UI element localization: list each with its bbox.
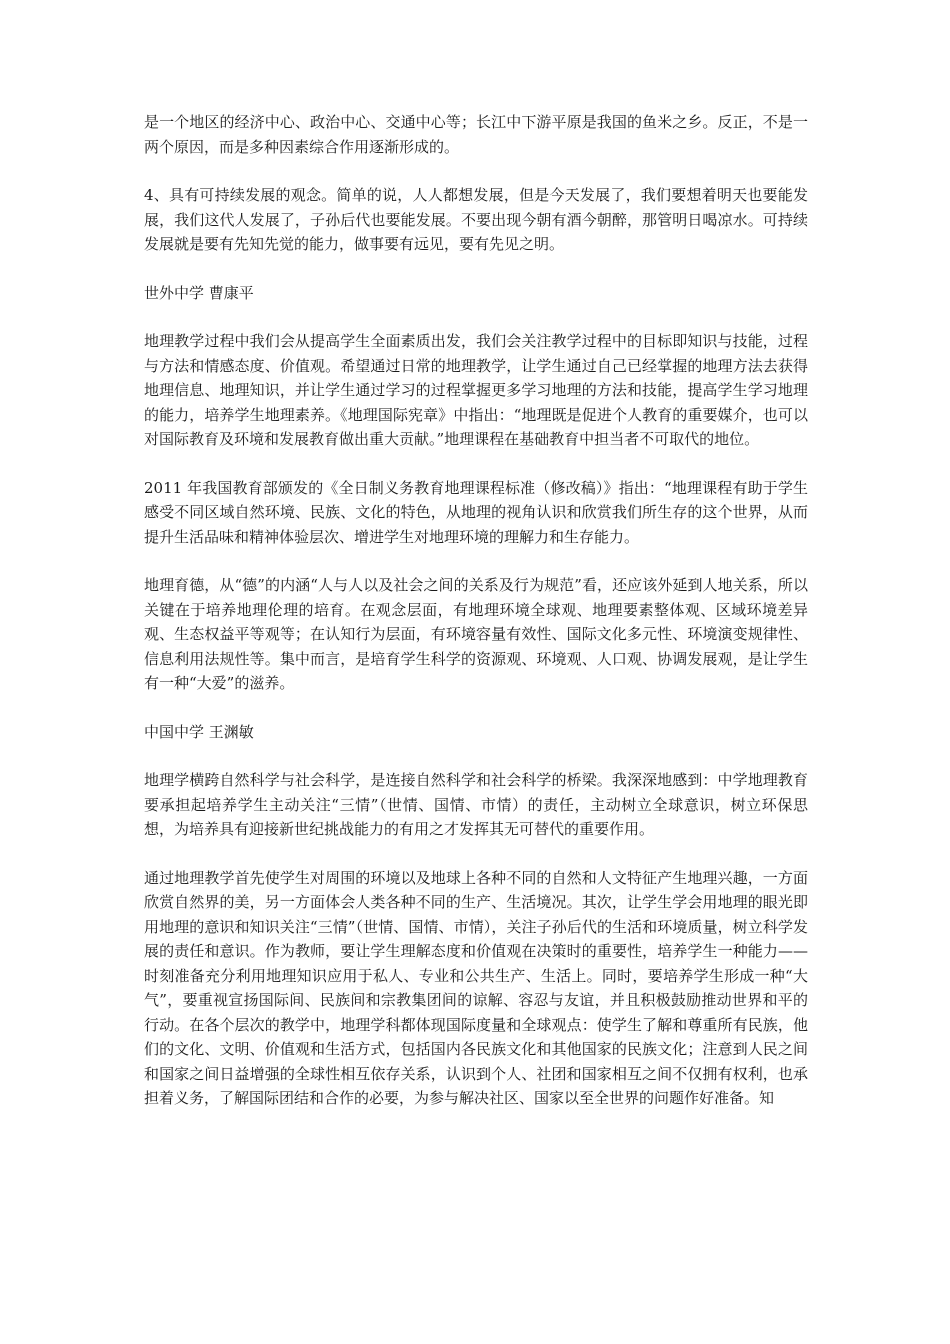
paragraph-sustainable-development: 4、具有可持续发展的观念。简单的说，人人都想发展，但是今天发展了，我们要想着明天也要能发展，我们这代人发展了，子孙后代也要能发展。不要出现今朝有酒今朝醉，那管明日喝凉水。可持续发展就是要有先知先觉的能力，做事要有远见，要有先见之明。 — [144, 186, 808, 253]
author-line-wang-yuanmin: 中国中学 王渊敏 — [144, 722, 254, 741]
paragraph-geography-bridge: 地理学横跨自然科学与社会科学，是连接自然科学和社会科学的桥梁。我深深地感到：中学地理教育要承担起培养学生主动关注“三情”（世情、国情、市情）的责任，主动树立全球意识，树立环保思想，为培养具有迎接新世纪挑战能力的有用之才发挥其无可替代的重要作用。 — [144, 771, 808, 838]
paragraph-economic-centers: 是一个地区的经济中心、政治中心、交通中心等；长江中下游平原是我国的鱼米之乡。反正，不是一两个原因，而是多种因素综合作用逐渐形成的。 — [144, 113, 808, 156]
document-page — [144, 110, 808, 1135]
paragraph-curriculum-standard-2011: 2011 年我国教育部颁发的《全日制义务教育地理课程标准（修改稿）》指出：“地理课程有助于学生感受不同区域自然环境、民族、文化的特色，从地理的视角认识和欣赏我们所生存的这个世界，从而提升生活品味和精神体验层次、增进学生对地理环境的理解力和生存能力。 — [144, 478, 808, 546]
author-line-cao-kangping: 世外中学 曹康平 — [144, 283, 254, 302]
paragraph-geography-teaching-process: 地理教学过程中我们会从提高学生全面素质出发，我们会关注教学过程中的目标即知识与技能，过程与方法和情感态度、价值观。希望通过日常的地理教学，让学生通过自己已经掌握的地理方法去获得地理信息、地理知识，并让学生通过学习的过程掌握更多学习地理的方法和技能，提高学生学习地理的能力，培养学生地理素养。《地理国际宪章》中指出：“地理既是促进个人教育的重要媒介，也可以对国际教育及环境和发展教育做出重大贡献。”地理课程在基础教育中担当者不可取代的地位。 — [144, 332, 808, 448]
paragraph-geography-interest: 通过地理教学首先使学生对周围的环境以及地球上各种不同的自然和人文特征产生地理兴趣，一方面欣赏自然界的美，另一方面体会人类各种不同的生产、生活境况。其次，让学生学会用地理的眼光即用地理的意识和知识关注“三情”（世情、国情、市情），关注子孙后代的生活和环境质量，树立科学发展的责任和意识。作为教师，要让学生理解态度和价值观在决策时的重要性，培养学生一种能力——时刻准备充分利用地理知识应用于私人、专业和公共生产、生活上。同时，要培养学生形成一种“大气”，要重视宣扬国际间、民族间和宗教集团间的谅解、容忍与友谊，并且积极鼓励推动世界和平的行动。在各个层次的教学中，地理学科都体现国际度量和全球观点：使学生了解和尊重所有民族，他们的文化、文明、价值观和生活方式，包括国内各民族文化和其他国家的民族文化；注意到人民之间和国家之间日益增强的全球性相互依存关系，认识到个人、社团和国家相互之间不仅拥有权利，也承担着义务，了解国际团结和合作的必要，为参与解决社区、国家以至全世界的问题作好准备。知 — [144, 868, 808, 1107]
paragraph-geography-moral-education: 地理育德，从“德”的内涵“人与人以及社会之间的关系及行为规范”看，还应该外延到人地关系，所以关键在于培养地理伦理的培育。在观念层面，有地理环境全球观、地理要素整体观、区域环境差异观、生态权益平等观等；在认知行为层面，有环境容量有效性、国际文化多元性、环境演变规律性、信息利用法规性等。集中而言，是培育学生科学的资源观、环境观、人口观、协调发展观，是让学生有一种“大爱”的滋养。 — [144, 576, 808, 692]
